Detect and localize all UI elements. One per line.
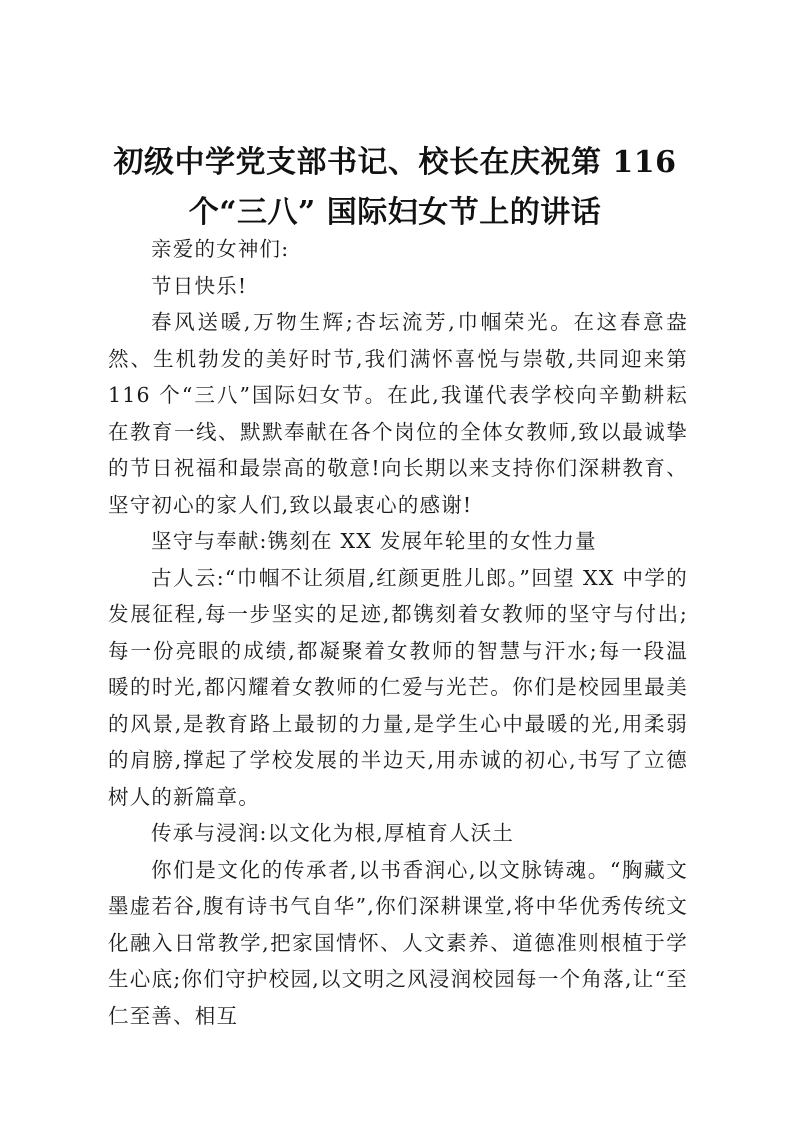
body-paragraph: 你们是文化的传承者,以书香润心,以文脉铸魂。“胸藏文墨虚若谷,腹有诗书气自华”,你们深耕课堂,将中华优秀传统文化融入日常教学,把家国情怀、人文素养、道德准则根植于学生心底;你们守护校园,以文明之风浸润校园每一个角落,让“至仁至善、相互 — [108, 857, 688, 1028]
salutation-paragraph: 亲爱的女神们: — [151, 237, 290, 261]
document-body — [108, 231, 688, 1034]
section-heading: 传承与浸润:以文化为根,厚植育人沃土 — [151, 821, 515, 845]
section-heading: 坚守与奉献:镌刻在 XX 发展年轮里的女性力量 — [151, 529, 597, 553]
body-paragraph: 春风送暖,万物生辉;杏坛流芳,巾帼荣光。在这春意盎然、生机勃发的美好时节,我们满怀喜悦与崇敬,共同迎来第 116 个“三八”国际妇女节。在此,我谨代表学校向辛勤耕耘在教育一线、默默奉献在各个岗位的全体女教师,致以最诚挚的节日祝福和最崇高的敬意!向长期以来支持你们深耕教育、坚守初心的家人们,致以最衷心的感谢! — [108, 310, 688, 517]
greeting-paragraph: 节日快乐! — [151, 273, 248, 298]
document-title: 初级中学党支部书记、校长在庆祝第 116 个“三八” 国际妇女节上的讲话 — [113, 145, 677, 230]
body-paragraph: 古人云:“巾帼不让须眉,红颜更胜儿郎。”回望 XX 中学的发展征程,每一步坚实的足迹,都镌刻着女教师的坚守与付出;每一份亮眼的成绩,都凝聚着女教师的智慧与汗水;每一段温暖的时光,都闪耀着女教师的仁爱与光芒。你们是校园里最美的风景,是教育路上最韧的力量,是学生心中最暖的光,用柔弱的肩膀,撑起了学校发展的半边天,用赤诚的初心,书写了立德树人的新篇章。 — [108, 565, 688, 809]
